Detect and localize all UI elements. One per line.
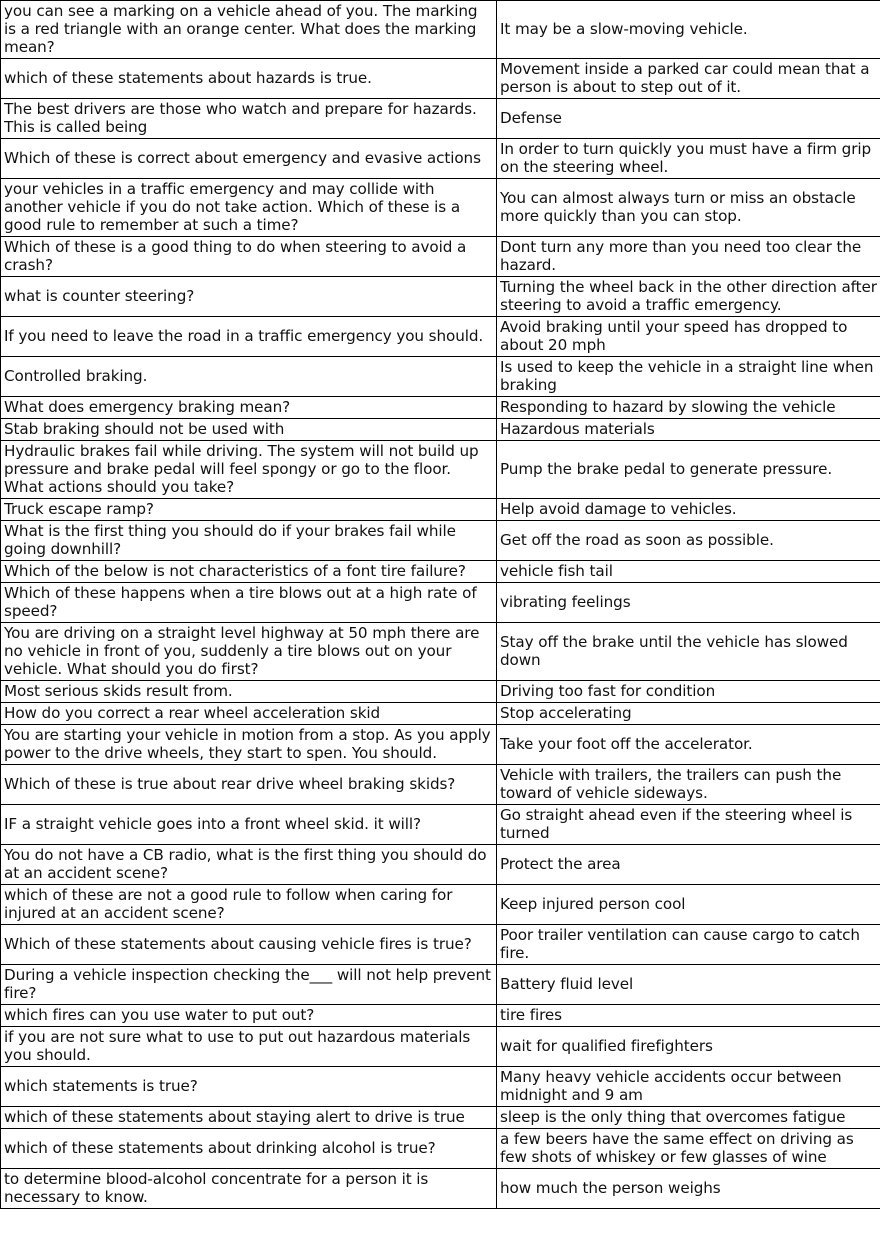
table-row [1, 845, 880, 885]
answer-cell: Many heavy vehicle accidents occur between midnight and 9 am [497, 1067, 880, 1107]
table-row [1, 561, 880, 583]
table-row [1, 1027, 880, 1067]
question-cell: your vehicles in a traffic emergency and may collide with another vehicle if you do not take action. Which of these is a good rule to remember at such a time? [1, 179, 497, 237]
answer-cell: Protect the area [497, 845, 880, 885]
question-cell: You do not have a CB radio, what is the first thing you should do at an accident scene? [1, 845, 497, 885]
answer-cell: vehicle fish tail [497, 561, 880, 583]
question-cell: which of these are not a good rule to follow when caring for injured at an accident scene? [1, 885, 497, 925]
question-cell: Truck escape ramp? [1, 499, 497, 521]
table-row [1, 419, 880, 441]
question-cell: If you need to leave the road in a traffic emergency you should. [1, 317, 497, 357]
question-cell: How do you correct a rear wheel acceleration skid [1, 703, 497, 725]
table-row [1, 1169, 880, 1209]
answer-cell: Keep injured person cool [497, 885, 880, 925]
question-cell: which fires can you use water to put out? [1, 1005, 497, 1027]
question-cell: You are driving on a straight level highway at 50 mph there are no vehicle in front of you, suddenly a tire blows out on your vehicle. What should you do first? [1, 623, 497, 681]
table-row [1, 725, 880, 765]
question-cell: What is the first thing you should do if your brakes fail while going downhill? [1, 521, 497, 561]
question-cell: What does emergency braking mean? [1, 397, 497, 419]
answer-cell: Pump the brake pedal to generate pressure. [497, 441, 880, 499]
table-row [1, 179, 880, 237]
answer-cell: how much the person weighs [497, 1169, 880, 1209]
answer-cell: wait for qualified firefighters [497, 1027, 880, 1067]
answer-cell: Avoid braking until your speed has dropped to about 20 mph [497, 317, 880, 357]
answer-cell: In order to turn quickly you must have a firm grip on the steering wheel. [497, 139, 880, 179]
table-row [1, 441, 880, 499]
table-row [1, 397, 880, 419]
answer-cell: Poor trailer ventilation can cause cargo to catch fire. [497, 925, 880, 965]
answer-cell: Movement inside a parked car could mean that a person is about to step out of it. [497, 59, 880, 99]
table-row [1, 499, 880, 521]
answer-cell: It may be a slow-moving vehicle. [497, 1, 880, 59]
question-cell: what is counter steering? [1, 277, 497, 317]
answer-cell: Defense [497, 99, 880, 139]
answer-cell: Hazardous materials [497, 419, 880, 441]
table-row [1, 583, 880, 623]
answer-cell: You can almost always turn or miss an obstacle more quickly than you can stop. [497, 179, 880, 237]
question-cell: Which of these is a good thing to do when steering to avoid a crash? [1, 237, 497, 277]
answer-cell: a few beers have the same effect on driving as few shots of whiskey or few glasses of wine [497, 1129, 880, 1169]
question-cell: During a vehicle inspection checking the___ will not help prevent fire? [1, 965, 497, 1005]
table-row [1, 139, 880, 179]
question-cell: which of these statements about hazards is true. [1, 59, 497, 99]
question-cell: The best drivers are those who watch and prepare for hazards. This is called being [1, 99, 497, 139]
answer-cell: Get off the road as soon as possible. [497, 521, 880, 561]
question-cell: Controlled braking. [1, 357, 497, 397]
table-row [1, 59, 880, 99]
answer-cell: Help avoid damage to vehicles. [497, 499, 880, 521]
answer-cell: Driving too fast for condition [497, 681, 880, 703]
question-cell: if you are not sure what to use to put out hazardous materials you should. [1, 1027, 497, 1067]
table-row [1, 885, 880, 925]
question-cell: Which of these statements about causing vehicle fires is true? [1, 925, 497, 965]
question-cell: Hydraulic brakes fail while driving. The system will not build up pressure and brake pedal will feel spongy or go to the floor. What actions should you take? [1, 441, 497, 499]
table-row [1, 99, 880, 139]
question-cell: you can see a marking on a vehicle ahead of you. The marking is a red triangle with an orange center. What does the marking mean? [1, 1, 497, 59]
question-cell: Which of these is correct about emergency and evasive actions [1, 139, 497, 179]
question-cell: which of these statements about staying alert to drive is true [1, 1107, 497, 1129]
table-row [1, 703, 880, 725]
answer-cell: Is used to keep the vehicle in a straight line when braking [497, 357, 880, 397]
table-row [1, 965, 880, 1005]
answer-cell: tire fires [497, 1005, 880, 1027]
table-row [1, 681, 880, 703]
answer-cell: Take your foot off the accelerator. [497, 725, 880, 765]
table-row [1, 521, 880, 561]
question-cell: Which of the below is not characteristics of a font tire failure? [1, 561, 497, 583]
question-cell: Most serious skids result from. [1, 681, 497, 703]
table-row [1, 277, 880, 317]
question-cell: Stab braking should not be used with [1, 419, 497, 441]
question-cell: Which of these is true about rear drive wheel braking skids? [1, 765, 497, 805]
table-row [1, 1, 880, 59]
table-row [1, 237, 880, 277]
question-cell: IF a straight vehicle goes into a front wheel skid. it will? [1, 805, 497, 845]
table-row [1, 925, 880, 965]
table-row [1, 1129, 880, 1169]
answer-cell: vibrating feelings [497, 583, 880, 623]
question-cell: Which of these happens when a tire blows out at a high rate of speed? [1, 583, 497, 623]
table-row [1, 765, 880, 805]
table-row [1, 1067, 880, 1107]
question-cell: which statements is true? [1, 1067, 497, 1107]
table-row [1, 623, 880, 681]
answer-cell: Battery fluid level [497, 965, 880, 1005]
answer-cell: Turning the wheel back in the other direction after steering to avoid a traffic emergency. [497, 277, 880, 317]
answer-cell: Dont turn any more than you need too clear the hazard. [497, 237, 880, 277]
table-body [1, 1, 880, 1209]
answer-cell: Go straight ahead even if the steering wheel is turned [497, 805, 880, 845]
table-row [1, 357, 880, 397]
answer-cell: sleep is the only thing that overcomes fatigue [497, 1107, 880, 1129]
table-row [1, 805, 880, 845]
question-cell: You are starting your vehicle in motion from a stop. As you apply power to the drive wheels, they start to spen. You should. [1, 725, 497, 765]
table-row [1, 317, 880, 357]
answer-cell: Stop accelerating [497, 703, 880, 725]
answer-cell: Responding to hazard by slowing the vehicle [497, 397, 880, 419]
answer-cell: Stay off the brake until the vehicle has slowed down [497, 623, 880, 681]
table-row [1, 1107, 880, 1129]
answer-cell: Vehicle with trailers, the trailers can push the toward of vehicle sideways. [497, 765, 880, 805]
table-row [1, 1005, 880, 1027]
question-cell: to determine blood-alcohol concentrate for a person it is necessary to know. [1, 1169, 497, 1209]
question-cell: which of these statements about drinking alcohol is true? [1, 1129, 497, 1169]
